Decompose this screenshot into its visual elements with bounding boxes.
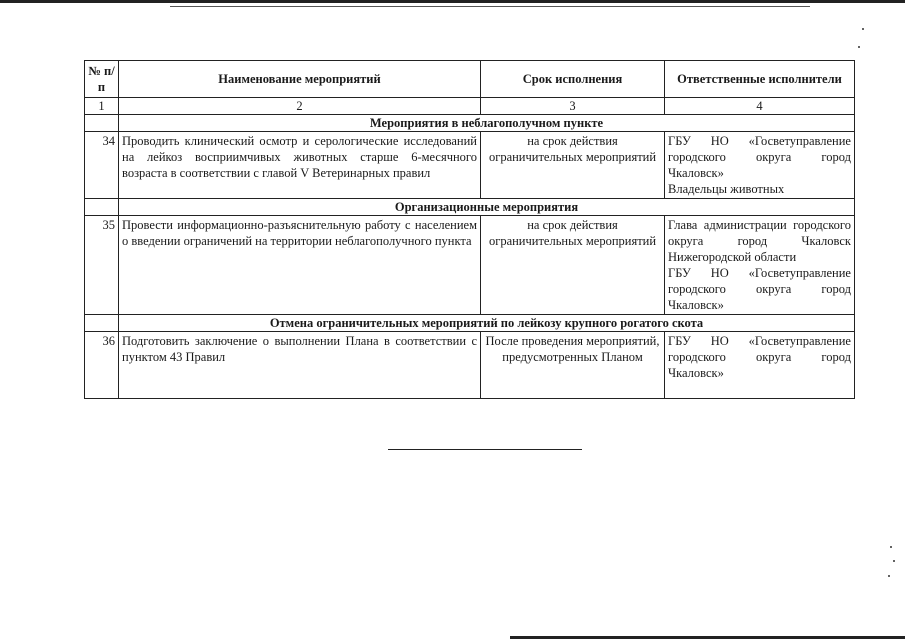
row-measure: Подготовить заключение о выполнении Плана в соответствии с пунктом 43 Правил	[119, 332, 481, 399]
responsible-entry: Глава администрации городского округа город Чкаловск Нижегородской области	[668, 218, 851, 264]
section-spacer	[85, 315, 119, 332]
column-number-row	[85, 98, 855, 115]
section-title: Организационные мероприятия	[119, 199, 855, 216]
table-row	[85, 216, 855, 315]
row-responsible	[665, 132, 855, 199]
responsible-entry: ГБУ НО «Госветуправление городского округа город Чкаловск»	[668, 134, 851, 180]
scan-speck	[888, 575, 890, 577]
column-number: 1	[85, 98, 119, 115]
table-row	[85, 132, 855, 199]
column-number: 2	[119, 98, 481, 115]
scan-edge-line	[170, 6, 810, 7]
row-number: 35	[85, 216, 119, 315]
scan-speck	[858, 46, 860, 48]
responsible-entry: Владельцы животных	[668, 182, 785, 196]
section-header-row	[85, 315, 855, 332]
section-header-row	[85, 199, 855, 216]
section-spacer	[85, 199, 119, 216]
responsible-entry: ГБУ НО «Госветуправление городского округа город Чкаловск»	[668, 334, 851, 380]
scan-speck	[890, 546, 892, 548]
row-measure: Проводить клинический осмотр и серологические исследований на лейкоз восприимчивых животных старше 6-месячного возраста в соответствии с главой V Ветеринарных правил	[119, 132, 481, 199]
section-header-row	[85, 115, 855, 132]
column-number: 3	[481, 98, 665, 115]
scan-edge-bottom	[510, 636, 905, 639]
section-title: Отмена ограничительных мероприятий по лейкозу крупного рогатого скота	[119, 315, 855, 332]
header-resp: Ответственные исполнители	[665, 61, 855, 98]
measures-table	[84, 60, 855, 399]
row-responsible	[665, 216, 855, 315]
header-num: № п/п	[85, 61, 119, 98]
column-number: 4	[665, 98, 855, 115]
scan-speck	[862, 28, 864, 30]
end-line	[388, 449, 582, 450]
row-term: на срок действия ограничительных мероприятий	[481, 216, 665, 315]
row-term: После проведения мероприятий, предусмотренных Планом	[481, 332, 665, 399]
table-row	[85, 332, 855, 399]
row-number: 36	[85, 332, 119, 399]
header-row	[85, 61, 855, 98]
header-term: Срок исполнения	[481, 61, 665, 98]
section-title: Мероприятия в неблагополучном пункте	[119, 115, 855, 132]
scan-edge-top	[0, 0, 905, 3]
row-term: на срок действия ограничительных мероприятий	[481, 132, 665, 199]
header-name: Наименование мероприятий	[119, 61, 481, 98]
row-number: 34	[85, 132, 119, 199]
section-spacer	[85, 115, 119, 132]
row-measure: Провести информационно-разъяснительную работу с населением о введении ограничений на территории неблагополучного пункта	[119, 216, 481, 315]
row-responsible	[665, 332, 855, 399]
responsible-entry: ГБУ НО «Госветуправление городского округа город Чкаловск»	[668, 266, 851, 312]
scan-speck	[893, 560, 895, 562]
